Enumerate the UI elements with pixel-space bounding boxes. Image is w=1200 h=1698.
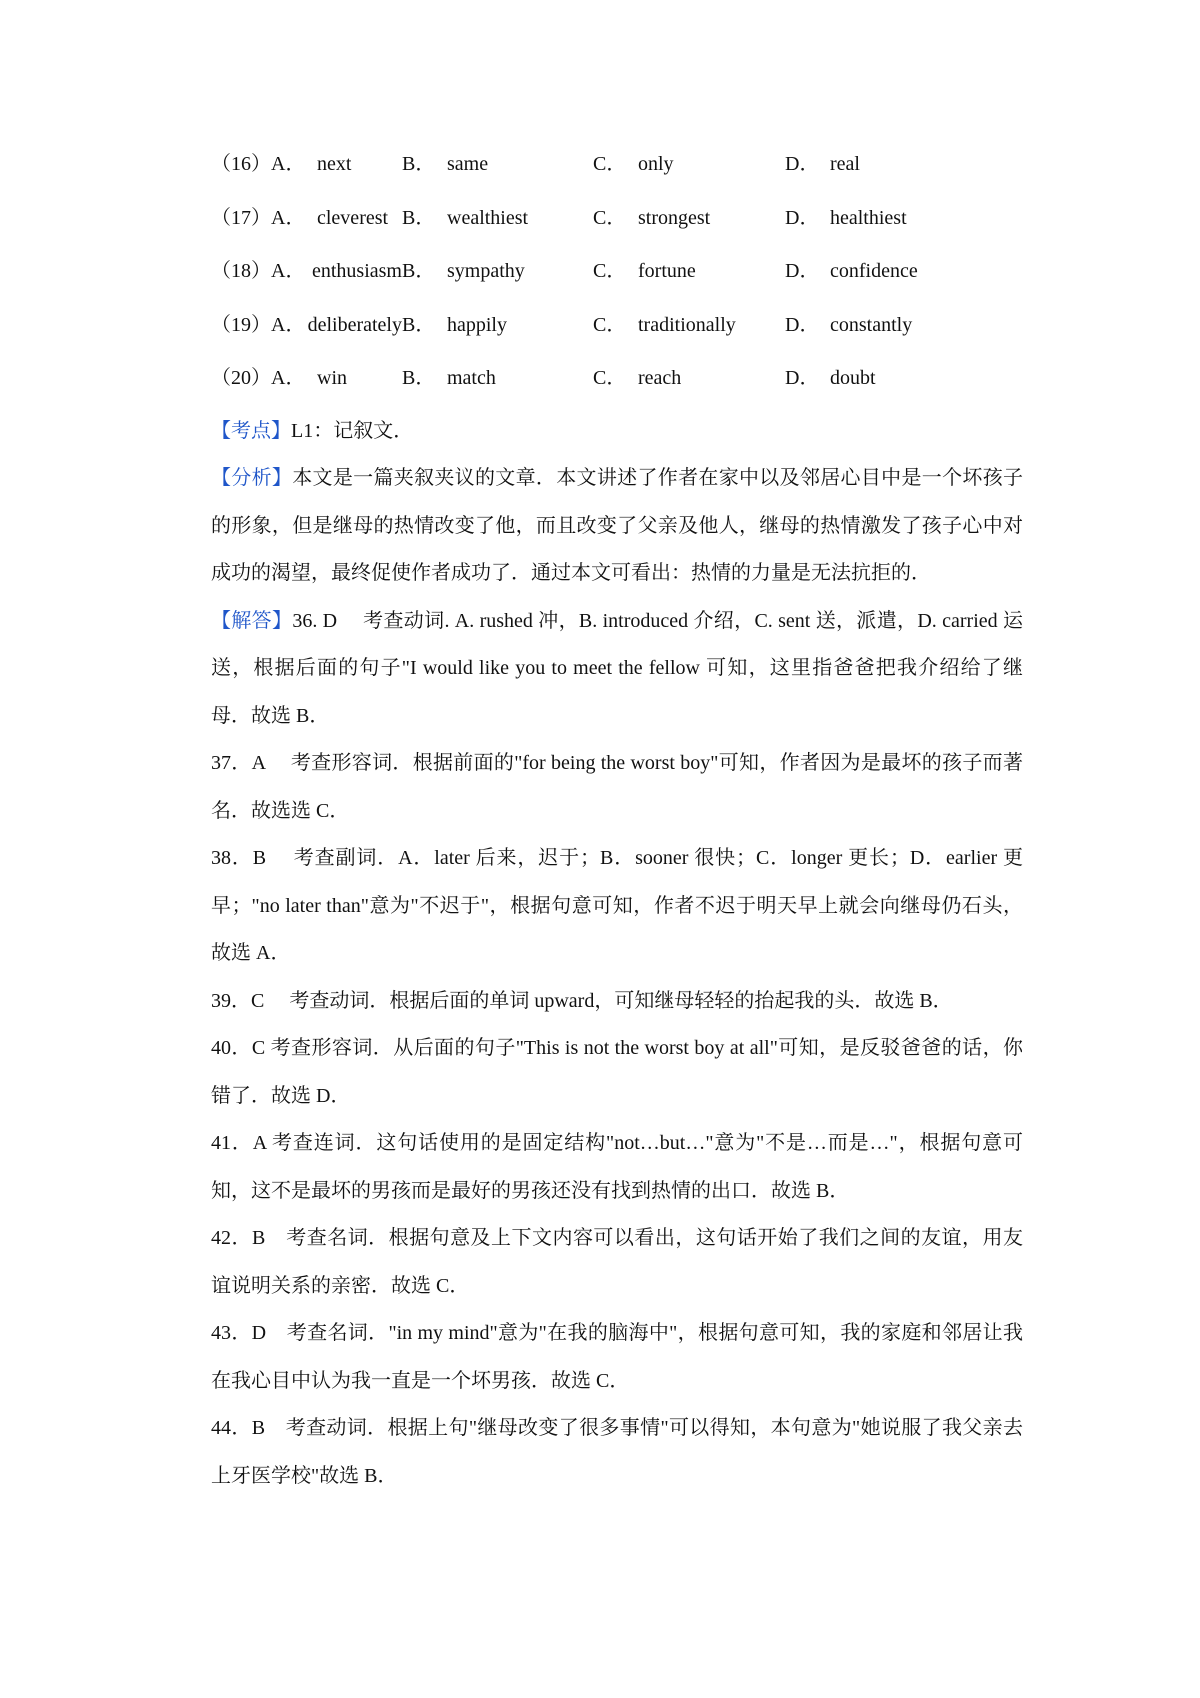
page-content — [211, 152, 1023, 1500]
question-number: （16） — [211, 153, 271, 175]
option-text: constantly — [830, 313, 913, 336]
fenxi-tag: 【分析】 — [211, 467, 293, 489]
option-text: win — [317, 367, 347, 389]
option-letter: A． — [271, 313, 306, 336]
option-c — [593, 259, 785, 283]
option-text: happily — [447, 313, 507, 336]
option-text: healthiest — [830, 206, 907, 229]
option-text: only — [638, 153, 674, 175]
option-text: traditionally — [638, 313, 736, 336]
option-row-16 — [211, 152, 1023, 206]
answer-38: 38．B 考查副词．A．later 后来，迟于；B．sooner 很快；C．longer 更长；D．earlier 更早；"no later than"意为"不迟于"，根据句意可知，作者不迟于明天早上就会向继母仍石头，故选 A． — [211, 847, 1023, 964]
answer-37: 37．A 考查形容词．根据前面的"for being the worst boy"可知，作者因为是最坏的孩子而著名．故选选 C． — [211, 752, 1023, 822]
option-letter: C． — [593, 313, 627, 336]
fenxi-text: 本文是一篇夹叙夹议的文章．本文讲述了作者在家中以及邻居心目中是一个坏孩子的形象，但是继母的热情改变了他，而且改变了父亲及他人，继母的热情激发了孩子心中对成功的渴望，最终促使作者成功了．通过本文可看出：热情的力量是无法抗拒的． — [211, 467, 1024, 584]
option-letter: B． — [402, 206, 436, 229]
option-row-17 — [211, 206, 1023, 260]
option-c — [593, 313, 785, 337]
option-a — [271, 259, 402, 283]
option-letter: D． — [785, 367, 820, 389]
option-a — [271, 206, 402, 230]
fenxi-section — [211, 455, 1023, 598]
option-a — [271, 313, 402, 337]
option-a — [271, 366, 402, 390]
option-letter: D． — [785, 260, 820, 282]
option-letter: D． — [785, 153, 820, 175]
option-letter: A． — [271, 260, 306, 282]
option-letter: C． — [593, 153, 627, 175]
option-text: wealthiest — [447, 206, 529, 229]
kaodian-text: L1：记叙文． — [291, 419, 414, 442]
option-letter: D． — [785, 206, 820, 229]
option-text: enthusiasm — [312, 260, 402, 282]
option-letter: C． — [593, 260, 627, 282]
option-letter: B． — [402, 367, 436, 389]
option-text: deliberately — [307, 313, 402, 336]
option-b — [402, 152, 593, 176]
question-number: （19） — [211, 313, 271, 336]
option-row-18 — [211, 259, 1023, 313]
option-letter: A． — [271, 153, 306, 175]
option-text: cleverest — [317, 206, 389, 229]
option-d — [785, 152, 1005, 176]
answer-42: 42．B 考查名词．根据句意及上下文内容可以看出，这句话开始了我们之间的友谊，用友谊说明关系的亲密．故选 C． — [211, 1227, 1023, 1297]
option-letter: A． — [271, 367, 306, 389]
kaodian-section — [211, 408, 1023, 456]
answer-40: 40．C 考查形容词．从后面的句子"This is not the worst boy at all"可知，是反驳爸爸的话，你错了．故选 D． — [211, 1037, 1023, 1107]
option-c — [593, 152, 785, 176]
question-number: （20） — [211, 367, 271, 389]
option-letter: A． — [271, 206, 306, 229]
option-b — [402, 206, 593, 230]
option-c — [593, 206, 785, 230]
option-text: next — [317, 153, 352, 175]
option-text: match — [447, 367, 496, 389]
option-d — [785, 206, 1005, 230]
option-b — [402, 259, 593, 283]
question-number: （17） — [211, 206, 271, 229]
answer-44: 44．B 考查动词．根据上句"继母改变了很多事情"可以得知，本句意为"她说服了我父亲去上牙医学校"故选 B． — [211, 1417, 1023, 1487]
option-text: sympathy — [447, 260, 525, 282]
option-c — [593, 366, 785, 390]
option-letter: C． — [593, 206, 627, 229]
option-letter: B． — [402, 260, 436, 282]
option-d — [785, 313, 1005, 337]
option-a — [271, 152, 402, 176]
option-letter: B． — [402, 153, 436, 175]
options-list — [211, 152, 1023, 420]
option-text: fortune — [638, 260, 696, 282]
option-text: reach — [638, 367, 682, 389]
option-letter: D． — [785, 313, 820, 336]
option-letter: C． — [593, 367, 627, 389]
option-text: real — [830, 153, 860, 175]
option-text: same — [447, 153, 489, 175]
answer-39: 39．C 考查动词．根据后面的单词 upward，可知继母轻轻的抬起我的头．故选 B． — [211, 989, 953, 1012]
option-d — [785, 366, 1005, 390]
option-row-19 — [211, 313, 1023, 367]
jieda-section — [211, 598, 1023, 741]
option-b — [402, 313, 593, 337]
question-number: （18） — [211, 260, 271, 282]
option-text: doubt — [830, 367, 876, 389]
option-text: confidence — [830, 260, 918, 282]
kaodian-tag: 【考点】 — [211, 419, 291, 442]
option-text: strongest — [638, 206, 711, 229]
option-b — [402, 366, 593, 390]
jieda-tag: 【解答】 — [211, 609, 293, 632]
answer-43: 43．D 考查名词．"in my mind"意为"在我的脑海中"，根据句意可知，我的家庭和邻居让我在我心目中认为我一直是一个坏男孩．故选 C． — [211, 1322, 1023, 1392]
jieda-text: 36. D 考查动词. A. rushed 冲，B. introduced 介绍，C. sent 送，派遣，D. carried 运送，根据后面的句子"I would like you to meet the fellow 可知，这里指爸爸把我介绍给了继母．故选 B． — [211, 609, 1023, 727]
option-d — [785, 259, 1005, 283]
option-letter: B． — [402, 313, 436, 336]
answer-41: 41．A 考查连词．这句话使用的是固定结构"not…but…"意为"不是…而是…"，根据句意可知，这不是最坏的男孩而是最好的男孩还没有找到热情的出口．故选 B． — [211, 1132, 1023, 1202]
